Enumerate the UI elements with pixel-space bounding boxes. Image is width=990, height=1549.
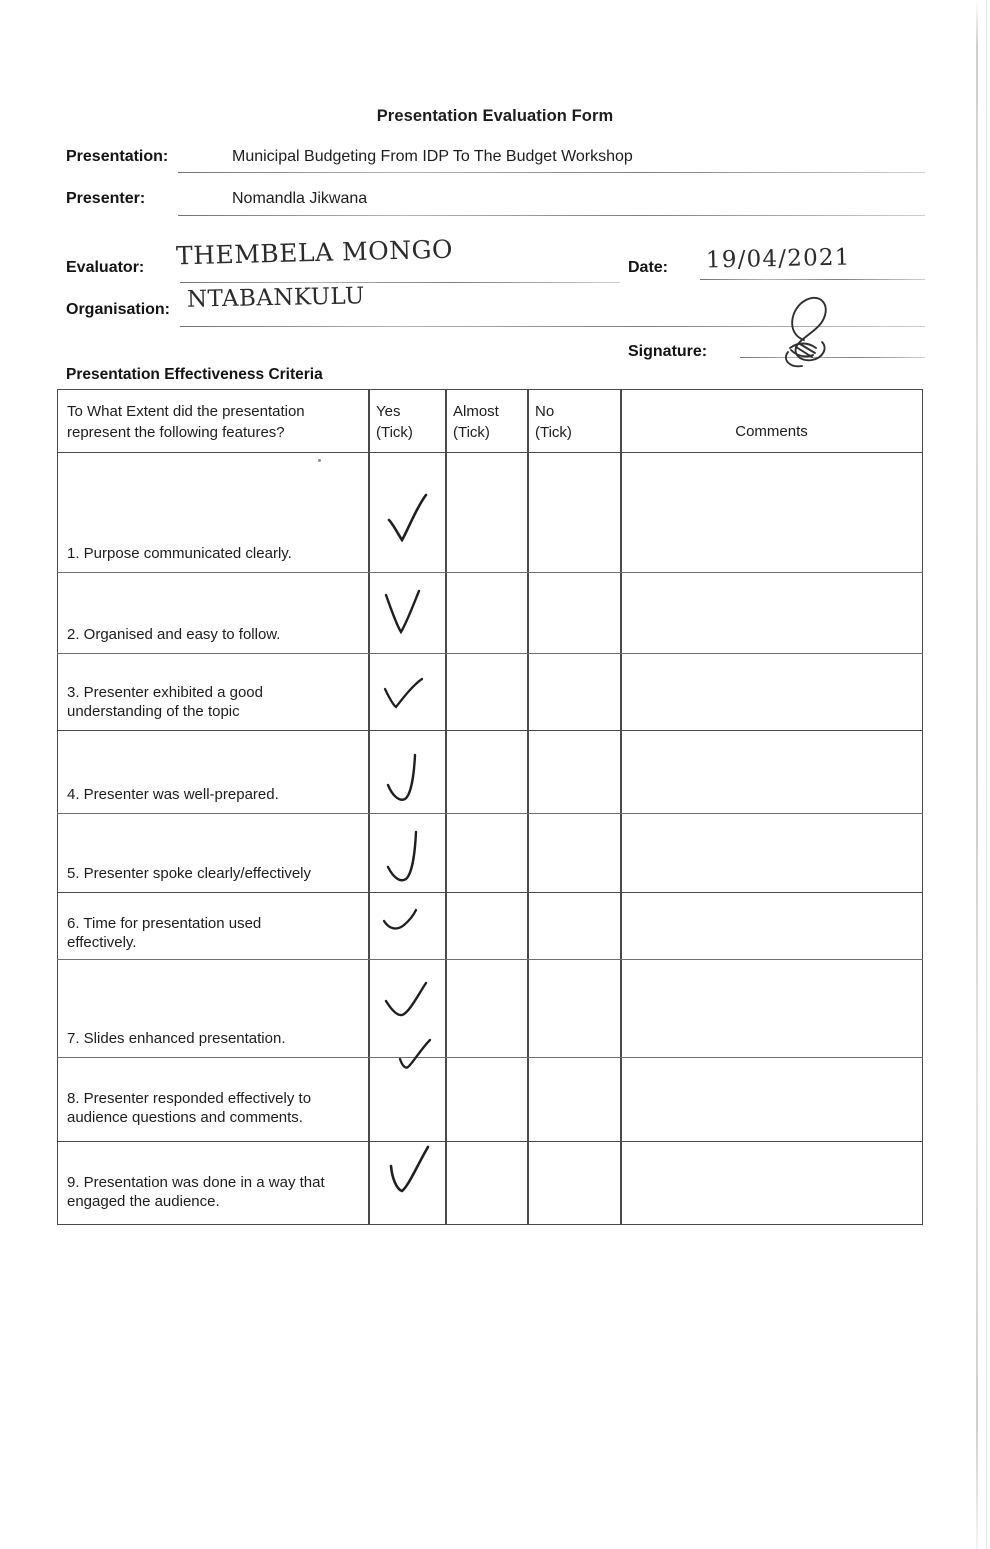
row-3-line1: 3. Presenter exhibited a good — [67, 684, 263, 701]
header-comments: Comments — [735, 423, 808, 440]
date-rule — [700, 279, 925, 280]
row-1-line1: 1. Purpose communicated clearly. — [67, 545, 292, 562]
row-divider-6 — [57, 959, 923, 960]
row-4-line1: 4. Presenter was well-prepared. — [67, 786, 279, 803]
presenter-rule — [178, 215, 925, 216]
evaluator-handwritten-value: THEMBELA MONGO — [175, 234, 454, 271]
row-label-4 — [67, 785, 279, 804]
col-divider-almost — [445, 389, 447, 1225]
row-7-line1: 7. Slides enhanced presentation. — [67, 1030, 286, 1047]
header-almost-line2: (Tick) — [453, 424, 490, 441]
header-almost — [453, 401, 499, 443]
presentation-rule — [178, 172, 925, 173]
header-yes — [376, 401, 413, 443]
header-criterion-line2: represent the following features? — [67, 424, 285, 441]
scan-artifact-stripe — [976, 0, 978, 1549]
row-label-2 — [67, 625, 280, 644]
date-handwritten-value: 19/04/2021 — [705, 244, 851, 274]
row-divider-5 — [57, 892, 923, 893]
section-caption: Presentation Effectiveness Criteria — [66, 366, 323, 383]
row-label-7 — [67, 1029, 286, 1048]
row-2-line1: 2. Organised and easy to follow. — [67, 626, 281, 643]
signature-mark — [760, 290, 870, 375]
header-yes-line2: (Tick) — [376, 424, 413, 441]
organisation-handwritten-value: NTABANKULU — [186, 283, 365, 313]
row-6-line1: 6. Time for presentation used — [67, 915, 262, 932]
row-label-1 — [67, 544, 292, 563]
row-9-line1: 9. Presentation was done in a way that — [67, 1174, 325, 1191]
header-no — [535, 401, 572, 443]
row-8-line1: 8. Presenter responded effectively to — [67, 1090, 312, 1107]
scan-artifact-stripe-secondary — [986, 0, 987, 1549]
row-divider-2 — [57, 653, 923, 654]
evaluator-label: Evaluator: — [66, 259, 145, 276]
col-divider-no — [527, 389, 529, 1225]
header-criterion-line1: To What Extent did the presentation — [67, 403, 305, 420]
organisation-label: Organisation: — [66, 301, 171, 318]
row-divider-4 — [57, 813, 923, 814]
header-yes-line1: Yes — [376, 403, 401, 420]
row-label-6 — [67, 914, 261, 952]
row-label-5 — [67, 864, 311, 883]
presentation-label: Presentation: — [66, 148, 169, 165]
header-criterion — [67, 401, 362, 443]
row-5-line1: 5. Presenter spoke clearly/effectively — [67, 865, 312, 882]
col-divider-comments — [620, 389, 622, 1225]
row-divider-8 — [57, 1141, 923, 1142]
presenter-label: Presenter: — [66, 190, 146, 207]
header-no-line1: No — [535, 403, 555, 420]
row-divider-3 — [57, 730, 923, 731]
row-9-line2: engaged the audience. — [67, 1193, 220, 1210]
scan-speck — [318, 459, 321, 462]
presentation-value: Municipal Budgeting From IDP To The Budget Workshop — [232, 148, 633, 165]
header-no-line2: (Tick) — [535, 424, 572, 441]
presenter-value: Nomandla Jikwana — [232, 190, 368, 207]
date-label: Date: — [628, 259, 669, 276]
row-label-8 — [67, 1089, 311, 1127]
row-label-9 — [67, 1173, 325, 1211]
row-label-3 — [67, 683, 263, 721]
row-6-line2: effectively. — [67, 934, 137, 951]
row-divider-7 — [57, 1057, 923, 1058]
row-8-line2: audience questions and comments. — [67, 1109, 303, 1126]
row-divider-1 — [57, 572, 923, 573]
col-divider-yes — [368, 389, 370, 1225]
signature-label: Signature: — [628, 343, 708, 360]
row-divider-header — [57, 452, 923, 453]
page-title: Presentation Evaluation Form — [376, 107, 614, 125]
evaluator-rule — [180, 282, 620, 283]
header-almost-line1: Almost — [453, 403, 499, 420]
criteria-table — [57, 389, 923, 1225]
row-3-line2: understanding of the topic — [67, 703, 240, 720]
